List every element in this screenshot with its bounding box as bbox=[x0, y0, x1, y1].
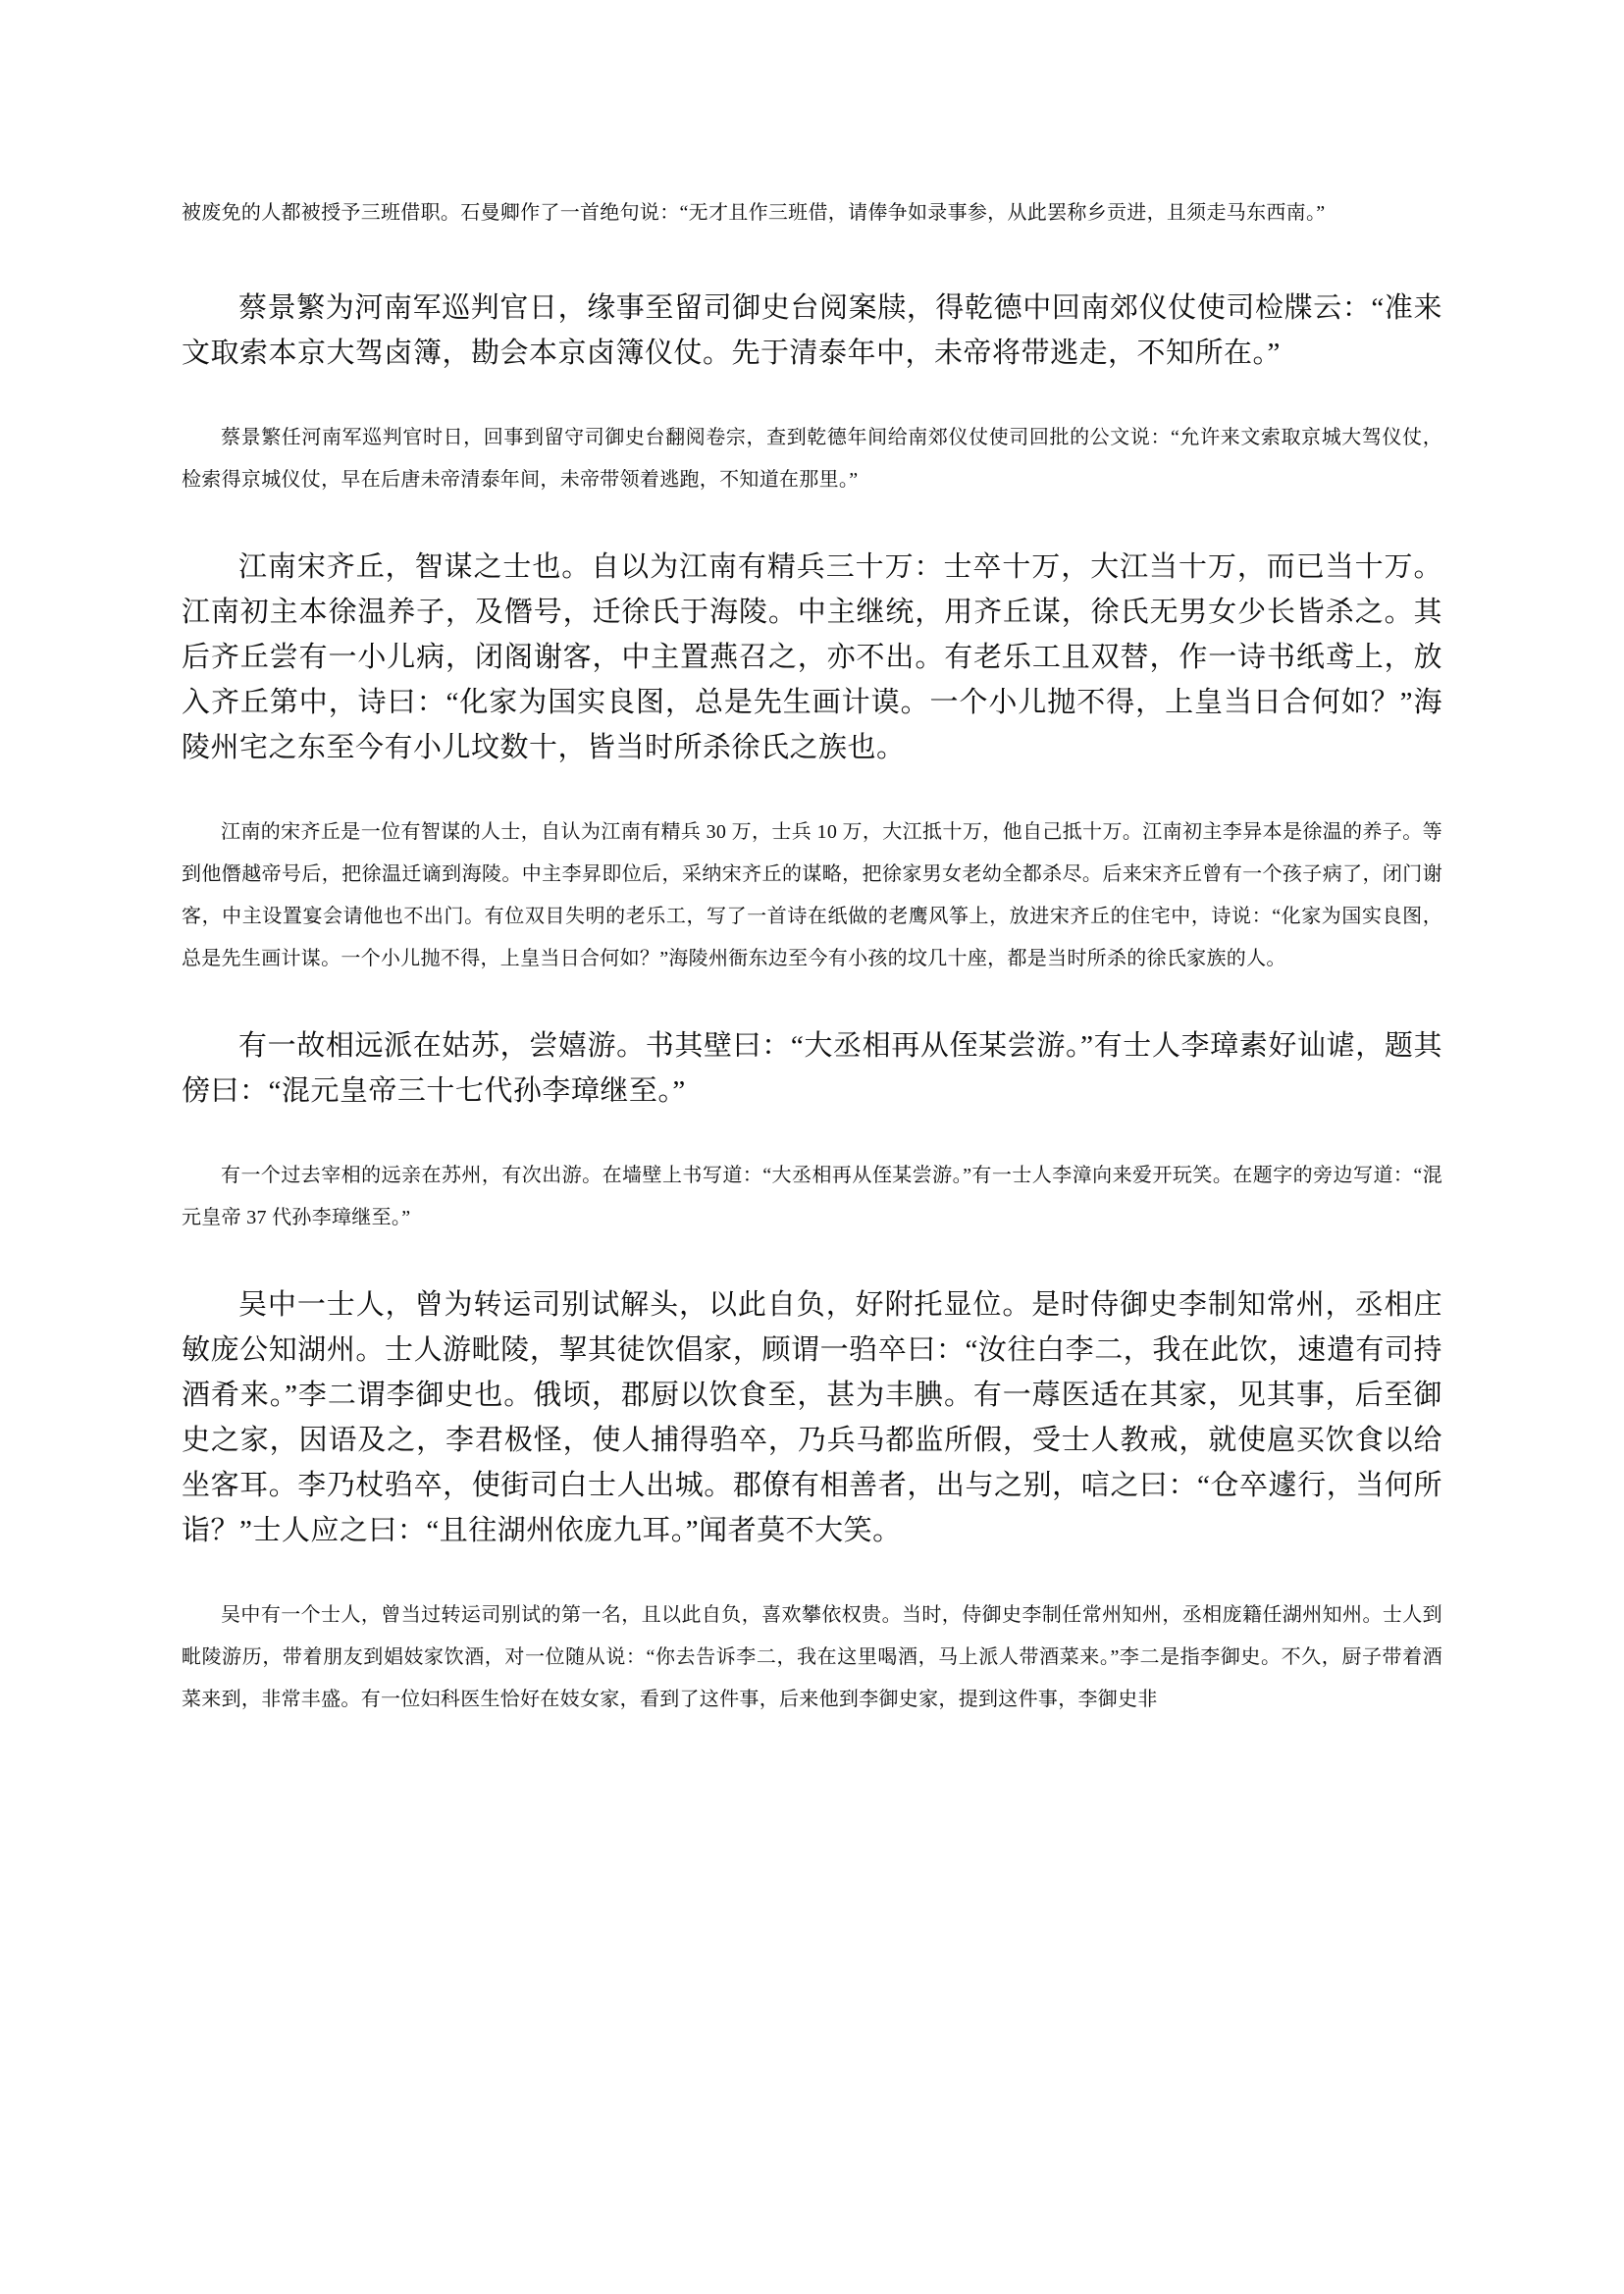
translation-paragraph-lizhang: 有一个过去宰相的远亲在苏州，有次出游。在墙壁上书写道：“大丞相再从侄某尝游。”有一士人李漳向来爱开玩笑。在题字的旁边写道：“混元皇帝 37 代孙李璋继至。” bbox=[182, 1165, 1442, 1228]
translation-paragraph-continuation: 被废免的人都被授予三班借职。石曼卿作了一首绝句说：“无才且作三班借，请俸争如录事参，从此罢称乡贡进，且须走马东西南。” bbox=[182, 202, 1326, 224]
translation-paragraph-songqiqiu: 江南的宋齐丘是一位有智谋的人士，自认为江南有精兵 30 万，士兵 10 万，大江抵十万，他自己抵十万。江南初主李异本是徐温的养子。等到他僭越帝号后，把徐温迁谪到海陵。中主李昇即位后，采纳宋齐丘的谋略，把徐家男女老幼全都杀尽。后来宋齐丘曾有一个孩子病了，闭门谢客，中主设置宴会请他也不出门。有位双目失明的老乐工，写了一首诗在纸做的老鹰风筝上，放进宋齐丘的住宅中，诗说：“化家为国实良图，总是先生画计谋。一个小儿抛不得，上皇当日合何如？”海陵州衙东边至今有小孩的坟几十座，都是当时所杀的徐氏家族的人。 bbox=[182, 821, 1442, 969]
classical-paragraph-caijingfan: 蔡景繁为河南军巡判官日，缘事至留司御史台阅案牍，得乾德中回南郊仪仗使司检牒云：“准来文取索本京大驾卤簿，勘会本京卤簿仪仗。先于清泰年中，未帝将带逃走，不知所在。” bbox=[182, 292, 1442, 369]
classical-paragraph-songqiqiu: 江南宋齐丘，智谋之士也。自以为江南有精兵三十万：士卒十万，大江当十万，而已当十万。江南初主本徐温养子，及僭号，迁徐氏于海陵。中主继统，用齐丘谋，徐氏无男女少长皆杀之。其后齐丘尝有一小儿病，闭阁谢客，中主置燕召之，亦不出。有老乐工且双替，作一诗书纸鸢上，放入齐丘第中，诗曰：“化家为国实良图，总是先生画计谟。一个小儿抛不得，上皇当日合何如？”海陵州宅之东至今有小儿坟数十，皆当时所杀徐氏之族也。 bbox=[182, 551, 1442, 763]
classical-paragraph-lizhang: 有一故相远派在姑苏，尝嬉游。书其壁曰：“大丞相再从侄某尝游。”有士人李璋素好讪谑，题其傍曰：“混元皇帝三十七代孙李璋继至。” bbox=[182, 1030, 1442, 1107]
translation-paragraph-wuzhong-scholar: 吴中有一个士人，曾当过转运司别试的第一名，且以此自负，喜欢攀依权贵。当时，侍御史李制任常州知州，丞相庞籍任湖州知州。士人到毗陵游历，带着朋友到娼妓家饮酒，对一位随从说：“你去告诉李二，我在这里喝酒，马上派人带酒菜来。”李二是指李御史。不久，厨子带着酒菜来到，非常丰盛。有一位妇科医生恰好在妓女家，看到了这件事，后来他到李御史家，提到这件事，李御史非 bbox=[182, 1604, 1442, 1710]
translation-paragraph-caijingfan: 蔡景繁任河南军巡判官时日，回事到留守司御史台翻阅卷宗，查到乾德年间给南郊仪仗使司回批的公文说：“允许来文索取京城大驾仪仗，检索得京城仪仗，早在后唐未帝清泰年间，未帝带领着逃跑，不知道在那里。” bbox=[182, 427, 1442, 491]
classical-paragraph-wuzhong-scholar: 吴中一士人，曾为转运司别试解头，以此自负，好附托显位。是时侍御史李制知常州，丞相庄敏庞公知湖州。士人游毗陵，挈其徒饮倡家，顾谓一驺卒曰：“汝往白李二，我在此饮，速遣有司持酒肴来。”李二谓李御史也。俄顷，郡厨以饮食至，甚为丰腆。有一蓐医适在其家，见其事，后至御史之家，因语及之，李君极怪，使人捕得驺卒，乃兵马都监所假，受士人教戒，就使扈买饮食以给坐客耳。李乃杖驺卒，使街司白士人出城。郡僚有相善者，出与之别，唁之曰：“仓卒遽行，当何所诣？”士人应之曰：“且往湖州依庞九耳。”闻者莫不大笑。 bbox=[182, 1289, 1442, 1546]
